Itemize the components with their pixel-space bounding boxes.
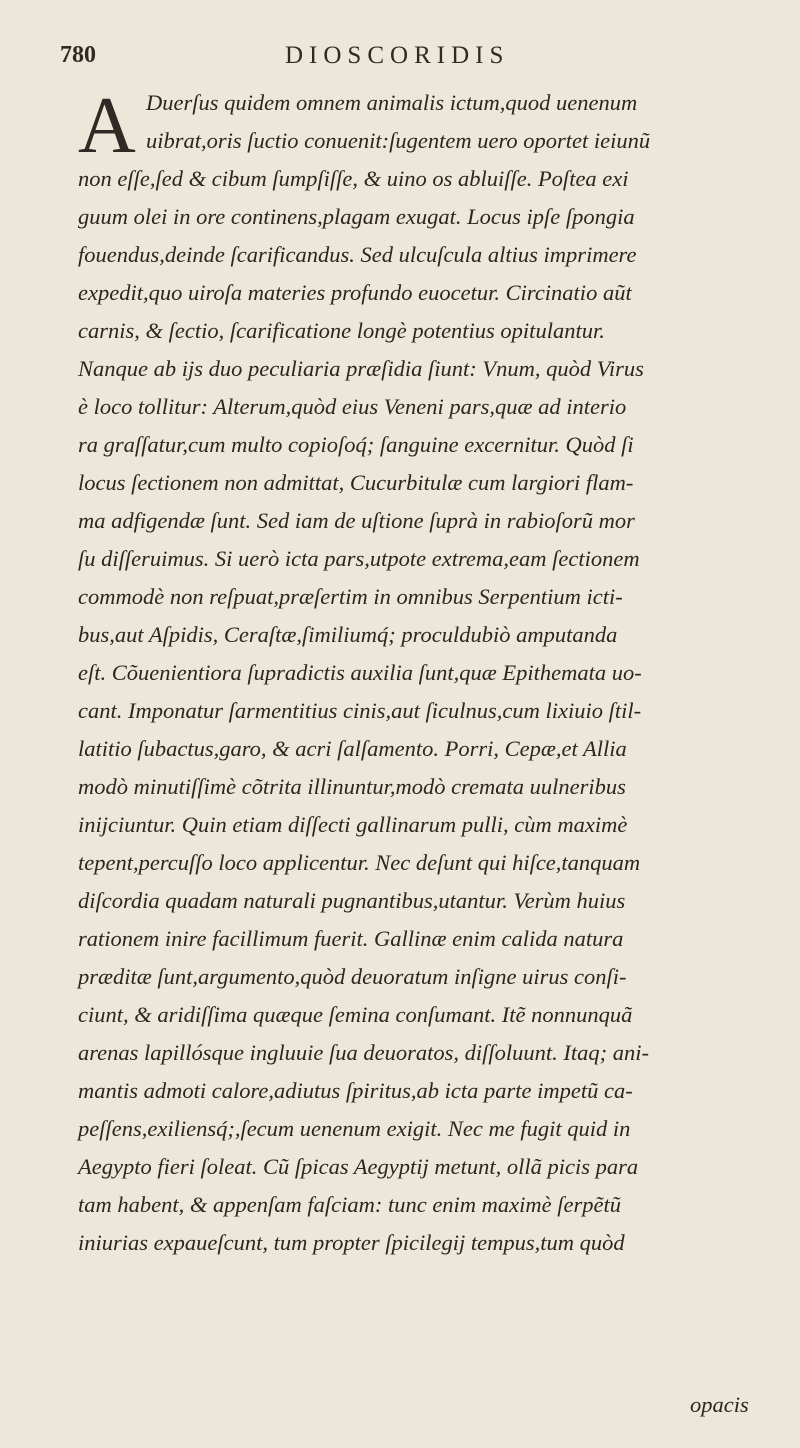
text-line: non eſſe,ſed & cibum ſumpſiſſe, & uino os abluiſſe. Poſtea exi	[78, 166, 629, 191]
text-line: locus ſectionem non admittat, Cucurbitulæ cum largiori flam-	[78, 470, 634, 495]
text-line: latitio ſubactus,garo, & acri ſalſamento. Porri, Cepæ,et Allia	[78, 736, 627, 761]
text-line: guum olei in ore continens,plagam exugat. Locus ipſe ſpongia	[78, 204, 635, 229]
text-line: rationem inire facillimum fuerit. Gallinæ enim calida natura	[78, 926, 624, 951]
text-line: tepent,percuſſo loco applicentur. Nec deſunt qui hiſce,tanquam	[78, 850, 641, 875]
text-line: ciunt, & aridiſſima quæque ſemina conſumant. Itẽ nonnunquã	[78, 1002, 633, 1027]
text-line: uibrat,oris ſuctio conuenit:ſugentem uero oportet ieiunũ	[146, 128, 651, 153]
text-line: diſcordia quadam naturali pugnantibus,utantur. Verùm huius	[78, 888, 626, 913]
catchword: opacis	[690, 1392, 749, 1417]
page-header	[0, 40, 800, 80]
text-line: bus,aut Aſpidis, Ceraſtæ,ſimiliumq́; proculdubiò amputanda	[78, 622, 618, 647]
text-line: Nanque ab ijs duo peculiaria præſidia ſiunt: Vnum, quòd Virus	[78, 356, 644, 381]
text-line: peſſens,exiliensq́;,ſecum uenenum exigit. Nec me fugit quid in	[78, 1116, 631, 1141]
text-line: ſu diſſeruimus. Si uerò icta pars,utpote extrema,eam ſectionem	[78, 546, 640, 571]
running-head: DIOSCORIDIS	[285, 42, 510, 69]
text-line: Aegypto fieri ſoleat. Cũ ſpicas Aegyptij metunt, ollã picis para	[78, 1154, 639, 1179]
text-line: è loco tollitur: Alterum,quòd eius Veneni pars,quæ ad interio	[78, 394, 627, 419]
page-number: 780	[60, 42, 96, 68]
drop-cap: A	[78, 82, 136, 170]
text-line: inijciuntur. Quin etiam diſſecti gallinarum pulli, cùm maximè	[78, 812, 628, 837]
text-line: Duerſus quidem omnem animalis ictum,quod uenenum	[146, 90, 638, 115]
text-line: ma adfigendæ ſunt. Sed iam de uſtione ſuprà in rabioſorũ mor	[78, 508, 635, 533]
text-line: expedit,quo uiroſa materies profundo euocetur. Circinatio aũt	[78, 280, 632, 305]
text-line: modò minutiſſimè cõtrita illinuntur,modò cremata uulneribus	[78, 774, 626, 799]
text-line: tam habent, & appenſam faſciam: tunc enim maximè ſerpẽtũ	[78, 1192, 622, 1217]
text-line: fouendus,deinde ſcarificandus. Sed ulcuſcula altius imprimere	[78, 242, 637, 267]
text-lines	[78, 84, 768, 1262]
text-line: arenas lapillósque ingluuie ſua deuoratos, diſſoluunt. Itaq; ani-	[78, 1040, 650, 1065]
body-text	[78, 84, 768, 1262]
text-line: carnis, & ſectio, ſcarificatione longè potentius opitulantur.	[78, 318, 605, 343]
text-line: commodè non reſpuat,præſertim in omnibus Serpentium icti-	[78, 584, 623, 609]
text-line: iniurias expaueſcunt, tum propter ſpicilegij tempus,tum quòd	[78, 1230, 625, 1255]
text-line: præditæ ſunt,argumento,quòd deuoratum inſigne uirus conſi-	[78, 964, 627, 989]
text-line: eſt. Cõuenientiora ſupradictis auxilia ſunt,quæ Epithemata uo-	[78, 660, 642, 685]
text-line: cant. Imponatur ſarmentitius cinis,aut ſiculnus,cum lixiuio ſtil-	[78, 698, 642, 723]
text-line: ra graſſatur,cum multo copioſoq́; ſanguine excernitur. Quòd ſi	[78, 432, 634, 457]
text-line: mantis admoti calore,adiutus ſpiritus,ab icta parte impetũ ca-	[78, 1078, 633, 1103]
